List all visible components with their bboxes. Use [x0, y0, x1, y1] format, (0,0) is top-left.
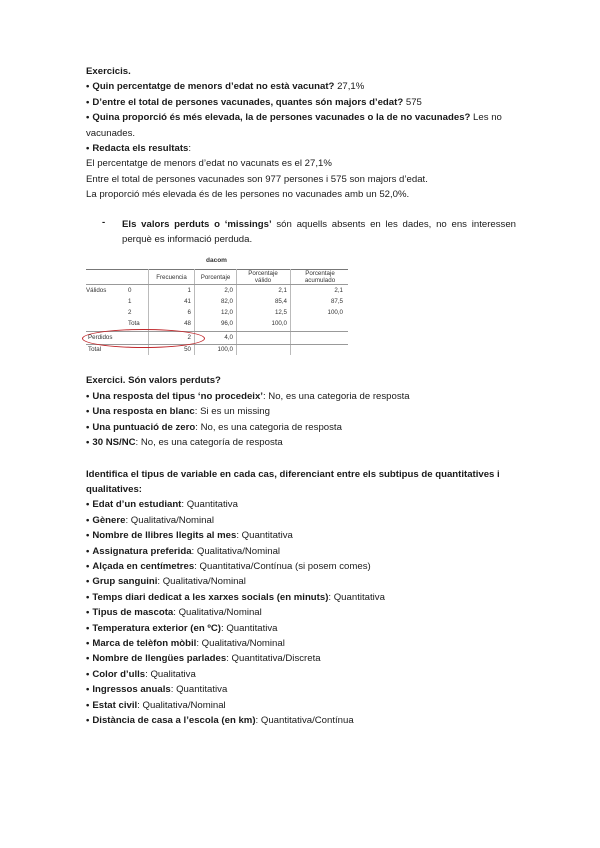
question-2-answer: 575	[403, 96, 422, 108]
list-item	[86, 389, 516, 404]
list-item-answer: : Quantitativa	[181, 499, 238, 511]
list-item-label: Color d’ulls	[92, 668, 146, 680]
missing-definition-text	[122, 217, 516, 248]
row-0-valid: 2,1	[278, 287, 287, 295]
row-0-pct: 2,0	[224, 287, 233, 295]
list-item-answer: : No, es una categoria de resposta	[262, 390, 410, 402]
list-item-answer: : Quantitativa	[170, 684, 228, 696]
list-item-label: Tipus de mascota	[92, 607, 174, 619]
list-item	[86, 559, 516, 574]
list-item-answer: : Qualitativa/Nominal	[173, 607, 262, 619]
list-item-answer: : Quantitativa/Discreta	[226, 653, 321, 665]
list-item-answer: : Qualitativa/Nominal	[196, 637, 285, 649]
list-item-label: Temperatura exterior (en ºC)	[92, 622, 221, 634]
missing-definition-term: Els valors perduts o ‘missings’	[122, 218, 272, 230]
list-item	[86, 636, 516, 651]
list-item-answer: : Qualitativa/Nominal	[191, 545, 281, 557]
row-2-freq: 6	[187, 309, 191, 317]
list-item	[86, 574, 516, 589]
list-item	[86, 435, 516, 450]
column-header-valid-percent: Porcentaje válido	[248, 270, 278, 285]
row-1-pct: 82,0	[220, 298, 233, 306]
list-item-answer: : No, es una categoria de resposta	[195, 421, 342, 433]
total-freq: 50	[184, 346, 191, 354]
list-item-label: Assignatura preferida	[92, 545, 192, 557]
list-item-label: Distància de casa a l’escola (en km)	[92, 715, 256, 726]
column-header-percent: Porcentaje	[200, 274, 231, 282]
row-3-label: Tota	[128, 320, 140, 328]
list-item-label: Edat d’un estudiant	[92, 499, 182, 511]
list-item	[86, 682, 516, 697]
list-item	[86, 667, 516, 682]
column-header-frequency: Frecuencia	[156, 274, 187, 282]
missing-definition	[102, 217, 516, 248]
question-4-label: Redacta els resultats	[92, 143, 189, 155]
exercise-1-title: Exercicis.	[86, 66, 131, 77]
question-3	[86, 110, 516, 141]
table-title: dacom	[206, 257, 227, 265]
list-item-label: Marca de telèfon mòbil	[92, 637, 197, 649]
list-item-answer: : Qualitativa/Nominal	[157, 576, 246, 588]
row-2-cum: 100,0	[327, 309, 343, 317]
list-item-label: Nombre de llengües parlades	[92, 653, 227, 665]
list-item	[86, 621, 516, 636]
list-item-label: Alçada en centímetres	[92, 560, 195, 572]
list-item-answer: : Quantitativa/Contínua (si posem comes)	[194, 560, 371, 572]
question-2	[86, 95, 516, 110]
list-item	[86, 698, 516, 713]
question-1-answer: 27,1%	[334, 81, 365, 93]
list-item-answer: : Quantitativa/Contínua	[255, 715, 354, 726]
row-1-valid: 85,4	[274, 298, 287, 306]
list-item	[86, 651, 516, 666]
question-3-answer: Les no vacunades.	[86, 112, 502, 139]
list-item	[86, 605, 516, 620]
lost-freq: 2	[187, 334, 191, 342]
list-item	[86, 713, 516, 728]
result-line-1: El percentatge de menors d’edat no vacunats es el 27,1%	[86, 158, 332, 170]
document-page	[86, 64, 516, 728]
list-item-label: Grup sanguini	[92, 576, 158, 588]
list-item-label: Estat civil	[92, 699, 138, 711]
list-item	[86, 404, 516, 419]
question-3-label: Quina proporció és més elevada, la de persones vacunades o la de no vacunades?	[92, 112, 471, 124]
result-line-3: La proporció més elevada és de les persones no vacunades amb un 52,0%.	[86, 189, 410, 201]
list-item-label: Una resposta en blanc	[92, 406, 195, 418]
row-1-cum: 87,5	[330, 298, 343, 306]
list-item	[86, 420, 516, 435]
list-item-label: Una puntuació de zero	[92, 421, 196, 433]
column-header-cumulative-percent: Porcentaje acumulado	[304, 270, 336, 285]
question-1	[86, 79, 516, 94]
question-2-label: D’entre el total de persones vacunades, quantes són majors d’edat?	[92, 96, 404, 108]
group-valid-label: Válidos	[86, 287, 107, 295]
list-item	[86, 590, 516, 605]
total-pct: 100,0	[217, 346, 233, 354]
row-3-freq: 48	[184, 320, 191, 328]
dash-marker: -	[102, 216, 106, 228]
list-item-answer: : Quantitativa	[236, 530, 293, 542]
row-1-freq: 41	[184, 298, 191, 306]
list-item-answer: : Qualitativa/Nominal	[137, 699, 226, 711]
frequency-table-image	[86, 257, 348, 355]
exercise-2-list	[86, 389, 516, 451]
list-item-answer: : Qualitativa	[145, 668, 196, 680]
list-item-label: Ingressos anuals	[92, 684, 171, 696]
exercise-3-title: Identifica el tipus de variable en cada cas, diferenciant entre els subtipus de quantitatives i qualitatives:	[86, 468, 500, 495]
row-3-valid: 100,0	[271, 320, 287, 328]
missing-definition-rest: són aquells absents en les dades, no ens interessen perquè es informació perduda.	[122, 218, 516, 246]
list-item	[86, 544, 516, 559]
list-item-answer: : No, es una categoría de resposta	[135, 437, 283, 449]
exercise-2-title: Exercici. Són valors perduts?	[86, 375, 221, 387]
list-item	[86, 513, 516, 528]
group-lost-label: Perdidos	[88, 334, 113, 342]
lost-pct: 4,0	[224, 334, 233, 342]
row-3-pct: 96,0	[220, 320, 233, 328]
group-total-label: Total	[88, 346, 102, 354]
list-item-label: 30 NS/NC	[92, 437, 136, 449]
row-0-cum: 2,1	[334, 287, 343, 295]
list-item-label: Gènere	[92, 514, 126, 526]
question-1-label: Quin percentatge de menors d’edat no està vacunat?	[92, 81, 335, 93]
list-item-answer: : Si es un missing	[194, 406, 270, 418]
list-item-answer: : Quantitativa	[328, 591, 385, 603]
list-item-label: Nombre de llibres llegits al mes	[92, 530, 237, 542]
list-item-label: Temps diari dedicat a les xarxes socials (en minuts)	[92, 591, 329, 603]
row-0-freq: 1	[187, 287, 191, 295]
list-item	[86, 528, 516, 543]
exercise-3-list	[86, 497, 516, 728]
row-2-pct: 12,0	[220, 309, 233, 317]
question-4	[86, 141, 516, 156]
list-item	[86, 497, 516, 512]
row-1-label: 1	[128, 298, 132, 306]
question-4-colon: :	[188, 143, 192, 155]
list-item-label: Una resposta del tipus ‘no procedeix’	[92, 390, 263, 402]
header-rule	[86, 284, 348, 285]
row-0-label: 0	[128, 287, 132, 295]
list-item-answer: : Qualitativa/Nominal	[125, 514, 214, 526]
result-line-2: Entre el total de persones vacunades son 977 persones i 575 son majors d’edat.	[86, 173, 428, 185]
row-2-label: 2	[128, 309, 132, 317]
list-item-answer: : Quantitativa	[220, 622, 278, 634]
row-2-valid: 12,5	[274, 309, 287, 317]
